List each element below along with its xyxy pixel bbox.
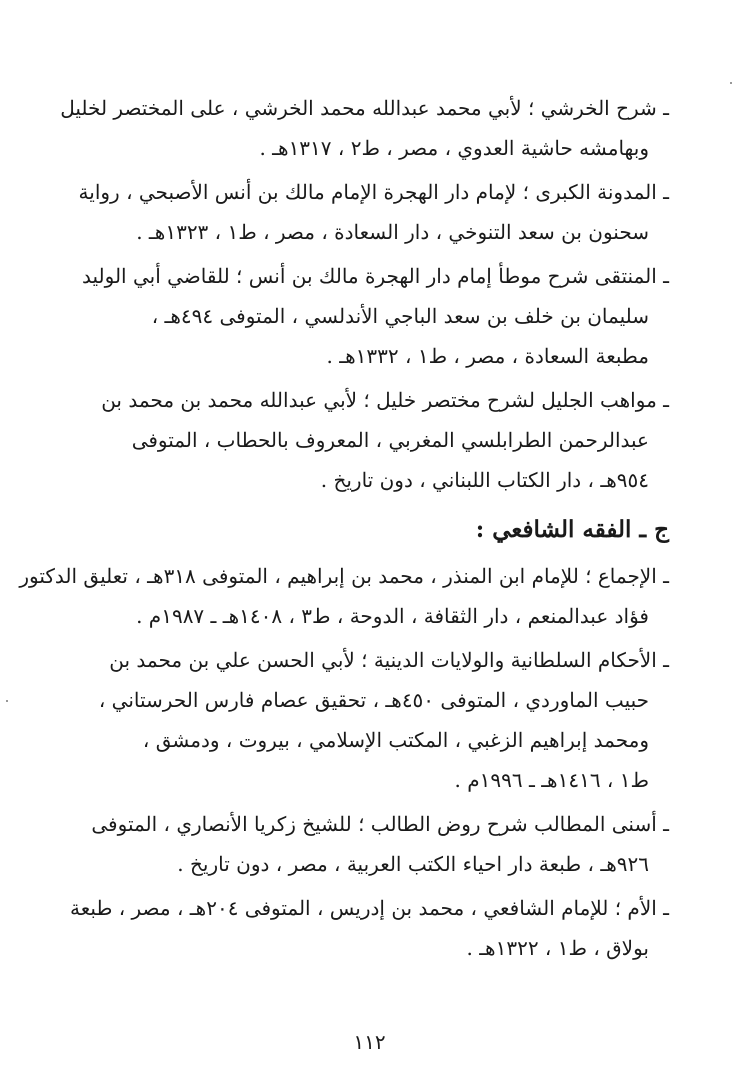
bibliography-entry <box>61 804 669 884</box>
entry-line: ـ الإجماع ؛ للإمام ابن المنذر ، محمد بن إبراهيم ، المتوفى ٣١٨هـ ، تعليق الدكتور <box>19 564 669 588</box>
bibliography-entry <box>19 556 669 636</box>
bibliography-entry <box>61 380 669 500</box>
entry-line: ط١ ، ١٤١٦هـ ـ ١٩٩٦م . <box>454 768 649 792</box>
bibliography-entry <box>61 256 669 376</box>
bibliography-entry <box>61 172 669 252</box>
entry-line: ـ شرح الخرشي ؛ لأبي محمد عبدالله محمد الخرشي ، على المختصر لخليل <box>60 96 669 120</box>
scan-speck <box>730 82 732 84</box>
entry-line: سليمان بن خلف بن سعد الباجي الأندلسي ، المتوفى ٤٩٤هـ ، <box>151 304 649 328</box>
entry-line: مطبعة السعادة ، مصر ، ط١ ، ١٣٣٢هـ . <box>326 344 649 368</box>
entry-line: حبيب الماوردي ، المتوفى ٤٥٠هـ ، تحقيق عصام فارس الحرستاني ، <box>98 688 649 712</box>
entry-line: سحنون بن سعد التنوخي ، دار السعادة ، مصر ، ط١ ، ١٣٢٣هـ . <box>136 220 649 244</box>
page-number: ١١٢ <box>353 1030 386 1054</box>
entry-line: ـ المنتقى شرح موطأ إمام دار الهجرة مالك بن أنس ؛ للقاضي أبي الوليد <box>81 264 669 288</box>
entry-line: ٩٥٤هـ ، دار الكتاب اللبناني ، دون تاريخ . <box>320 468 649 492</box>
bibliography-entry <box>61 640 669 800</box>
bibliography-entry <box>61 88 669 168</box>
entry-line: بولاق ، ط١ ، ١٣٢٢هـ . <box>466 936 649 960</box>
entry-line: ـ مواهب الجليل لشرح مختصر خليل ؛ لأبي عبدالله محمد بن محمد بن <box>101 388 669 412</box>
entry-line: ـ أسنى المطالب شرح روض الطالب ؛ للشيخ زكريا الأنصاري ، المتوفى <box>91 812 669 836</box>
entry-line: ومحمد إبراهيم الزغبي ، المكتب الإسلامي ، بيروت ، ودمشق ، <box>142 728 649 752</box>
entry-line: ـ المدونة الكبرى ؛ لإمام دار الهجرة الإمام مالك بن أنس الأصبحي ، رواية <box>78 180 669 204</box>
entry-line: فؤاد عبدالمنعم ، دار الثقافة ، الدوحة ، ط٣ ، ١٤٠٨هـ ـ ١٩٨٧م . <box>136 604 649 628</box>
entry-line: ـ الأحكام السلطانية والولايات الدينية ؛ لأبي الحسن علي بن محمد بن <box>109 648 669 672</box>
section-heading: ج ـ الفقه الشافعي : <box>475 516 669 543</box>
entry-line: وبهامشه حاشية العدوي ، مصر ، ط٢ ، ١٣١٧هـ . <box>259 136 649 160</box>
scan-speck <box>6 700 8 702</box>
entry-line: ـ الأم ؛ للإمام الشافعي ، محمد بن إدريس ، المتوفى ٢٠٤هـ ، مصر ، طبعة <box>70 896 669 920</box>
entry-line: ٩٢٦هـ ، طبعة دار احياء الكتب العربية ، مصر ، دون تاريخ . <box>177 852 649 876</box>
bibliography-text <box>19 88 669 972</box>
entry-line: عبدالرحمن الطرابلسي المغربي ، المعروف بالحطاب ، المتوفى <box>131 428 649 452</box>
bibliography-entry <box>61 888 669 968</box>
